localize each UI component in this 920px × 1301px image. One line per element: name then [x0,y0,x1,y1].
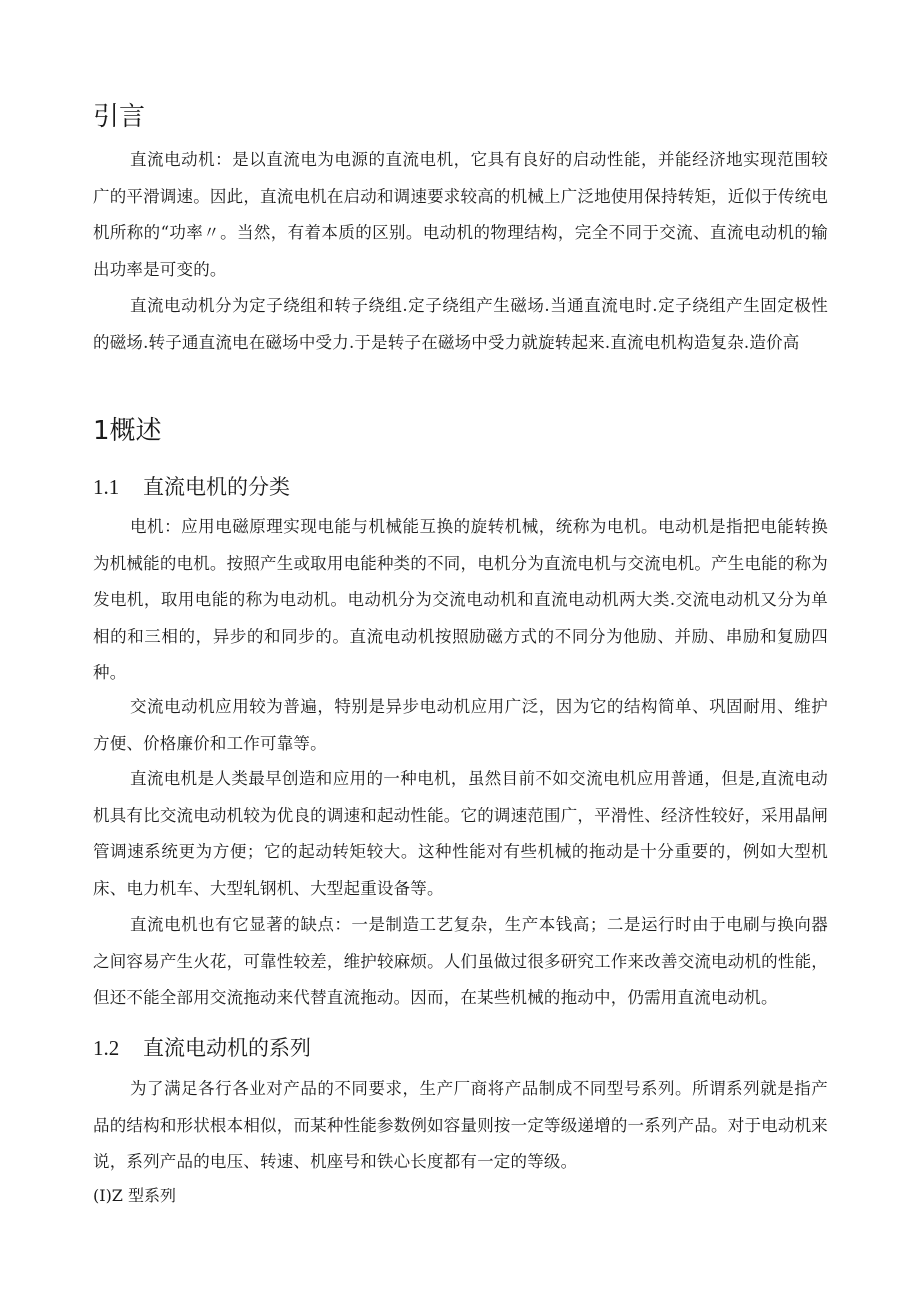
section-title: 直流电动机的系列 [143,1036,311,1060]
section-heading-1-1 [93,473,290,501]
series-item: (I)Z 型系列 [93,1186,177,1205]
section-1-1-paragraph-2: 交流电动机应用较为普遍，特别是异步电动机应用广泛，因为它的结构简单、巩固耐用、维护方便、价格廉价和工作可靠等。 [93,697,828,753]
section-1-2-paragraph-1: 为了满足各行各业对产品的不同要求，生产厂商将产品制成不同型号系列。所谓系列就是指产品的结构和形状根本相似，而某种性能参数例如容量则按一定等级递增的一系列产品。对于电动机来说，系列产品的电压、转速、机座号和铁心长度都有一定的等级。 [93,1079,828,1171]
section-1-1-paragraph-4: 直流电机也有它显著的缺点：一是制造工艺复杂，生产本钱高；二是运行时由于电刷与换向器之间容易产生火花，可靠性较差，维护较麻烦。人们虽做过很多研究工作来改善交流电动机的性能，但还不能全部用交流拖动来代替直流拖动。因而，在某些机械的拖动中，仍需用直流电动机。 [93,915,828,1007]
intro-title: 引言 [93,102,146,132]
section-number: 1.2 [93,1036,120,1060]
section-heading-1-2 [93,1034,311,1062]
intro-paragraph-1: 直流电动机：是以直流电为电源的直流电机，它具有良好的启动性能，并能经济地实现范围较广的平滑调速。因此，直流电机在启动和调速要求较高的机械上广泛地使用保持转矩，近似于传统电机所称的“功率〃。当然，有着本质的区别。电动机的物理结构，完全不同于交流、直流电动机的输出功率是可变的。 [93,150,828,279]
intro-paragraph-2: 直流电动机分为定子绕组和转子绕组.定子绕组产生磁场.当通直流电时.定子绕组产生固定极性的磁场.转子通直流电在磁场中受力.于是转子在磁场中受力就旋转起来.直流电机构造复杂.造价高 [93,296,828,352]
section-1-1-paragraph-1: 电机：应用电磁原理实现电能与机械能互换的旋转机械，统称为电机。电动机是指把电能转换为机械能的电机。按照产生或取用电能种类的不同，电机分为直流电机与交流电机。产生电能的称为发电机，取用电能的称为电动机。电动机分为交流电动机和直流电动机两大类.交流电动机又分为单相的和三相的，异步的和同步的。直流电动机按照励磁方式的不同分为他励、并励、串励和复励四种。 [93,517,828,682]
section-1-1-paragraph-3: 直流电机是人类最早创造和应用的一种电机，虽然目前不如交流电机应用普通，但是,直流电动机具有比交流电动机较为优良的调速和起动性能。它的调速范围广，平滑性、经济性较好，采用晶闸管调速系统更为方便；它的起动转矩较大。这种性能对有些机械的拖动是十分重要的，例如大型机床、电力机车、大型轧钢机、大型起重设备等。 [93,769,828,898]
chapter-title: 1概述 [93,416,162,446]
section-title: 直流电机的分类 [143,475,290,499]
section-number: 1.1 [93,475,120,499]
